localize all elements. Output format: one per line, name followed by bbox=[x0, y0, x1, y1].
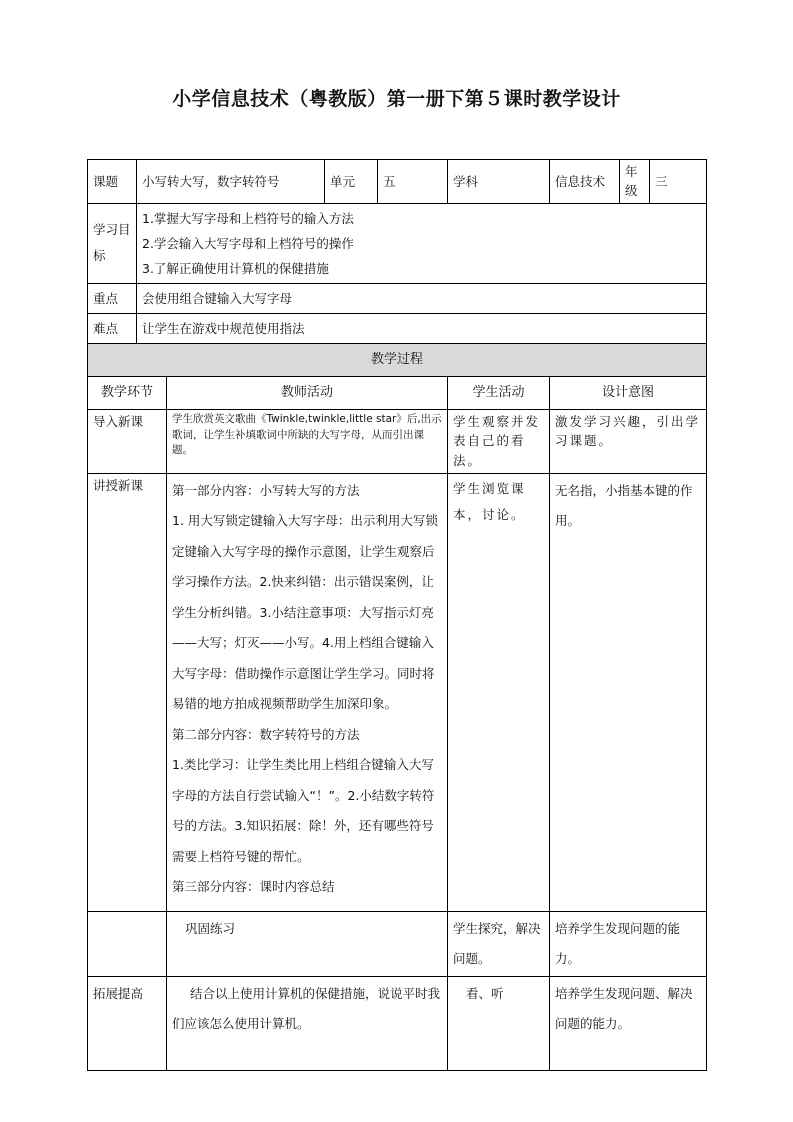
table-row bbox=[88, 911, 707, 976]
table-row bbox=[88, 976, 707, 1070]
stage-cell: 拓展提高 bbox=[88, 976, 167, 1070]
unit-label: 单元 bbox=[325, 160, 378, 204]
process-column-header bbox=[88, 376, 707, 409]
student-cell: 看、听 bbox=[448, 976, 550, 1070]
teacher-line: 第二部分内容：数字转符号的方法 bbox=[172, 726, 360, 742]
teacher-line: 第三部分内容：课时内容总结 bbox=[172, 879, 335, 895]
unit-value: 五 bbox=[378, 160, 448, 204]
goal-item: 3.了解正确使用计算机的保健措施 bbox=[142, 260, 329, 276]
lesson-plan-table bbox=[87, 159, 706, 1071]
stage-cell: 导入新课 bbox=[88, 409, 167, 473]
table-row bbox=[88, 409, 707, 473]
teacher-cell: 巩固练习 bbox=[167, 911, 448, 976]
teacher-cell: 结合以上使用计算机的保健措施，说说平时我们应该怎么使用计算机。 bbox=[167, 976, 448, 1070]
topic-value: 小写转大写，数字转符号 bbox=[137, 160, 325, 204]
topic-label: 课题 bbox=[88, 160, 137, 204]
intent-cell: 培养学生发现问题、解决问题的能力。 bbox=[550, 976, 707, 1070]
stage-cell: 讲授新课 bbox=[88, 473, 167, 911]
table-row bbox=[88, 473, 707, 911]
grade-value: 三 bbox=[650, 160, 707, 204]
student-cell: 学生观察并发表自己的看法。 bbox=[448, 409, 550, 473]
document-title: 小学信息技术（粤教版）第一册下第５课时教学设计 bbox=[172, 88, 621, 110]
subject-value: 信息技术 bbox=[550, 160, 620, 204]
goals-row bbox=[88, 203, 707, 283]
col-stage: 教学环节 bbox=[88, 376, 167, 409]
col-intent: 设计意图 bbox=[550, 376, 707, 409]
goal-item: 1.掌握大写字母和上档符号的输入方法 bbox=[142, 210, 354, 226]
key-point-value: 会使用组合键输入大写字母 bbox=[137, 283, 707, 313]
goals-list bbox=[137, 203, 707, 283]
difficulty-label: 难点 bbox=[88, 313, 137, 343]
intent-cell: 激发学习兴趣，引出学习课题。 bbox=[550, 409, 707, 473]
process-section-row bbox=[88, 343, 707, 376]
teacher-cell bbox=[167, 473, 448, 911]
teacher-line: 1.类比学习：让学生类比用上档组合键输入大写字母的方法自行尝试输入“！”。2.小结数字转符号的方法。3.知识拓展：除！外，还有哪些符号需要上档符号键的帮忙。 bbox=[172, 757, 435, 864]
difficulty-row bbox=[88, 313, 707, 343]
subject-label: 学科 bbox=[448, 160, 550, 204]
stage-cell bbox=[88, 911, 167, 976]
student-cell: 学生浏览课本，讨论。 bbox=[448, 473, 550, 911]
grade-label: 年级 bbox=[620, 160, 650, 204]
col-student: 学生活动 bbox=[448, 376, 550, 409]
intent-cell: 无名指，小指基本键的作用。 bbox=[550, 473, 707, 911]
teacher-cell: 学生欣赏英文歌曲《Twinkle,twinkle,little star》后,出示歌词，让学生补填歌词中所缺的大写字母，从而引出课题。 bbox=[167, 409, 448, 473]
difficulty-value: 让学生在游戏中规范使用指法 bbox=[137, 313, 707, 343]
header-row bbox=[88, 160, 707, 204]
col-teacher: 教师活动 bbox=[167, 376, 448, 409]
process-section-title: 教学过程 bbox=[88, 343, 707, 376]
teacher-line: 1. 用大写锁定键输入大写字母：出示利用大写锁定键输入大写字母的操作示意图，让学生观察后学习操作方法。2.快来纠错：出示错误案例，让学生分析纠错。3.小结注意事项：大写指示灯亮——大写；灯灭——小写。4.用上档组合键输入大写字母：借助操作示意图让学生学习。同时将易错的地方拍成视频帮助学生加深印象。 bbox=[172, 513, 438, 712]
key-point-row bbox=[88, 283, 707, 313]
student-cell: 学生探究，解决问题。 bbox=[448, 911, 550, 976]
intent-cell: 培养学生发现问题的能力。 bbox=[550, 911, 707, 976]
goal-item: 2.学会输入大写字母和上档符号的操作 bbox=[142, 235, 354, 251]
teacher-line: 第一部分内容：小写转大写的方法 bbox=[172, 482, 360, 498]
goals-label: 学习目标 bbox=[88, 203, 137, 283]
key-point-label: 重点 bbox=[88, 283, 137, 313]
